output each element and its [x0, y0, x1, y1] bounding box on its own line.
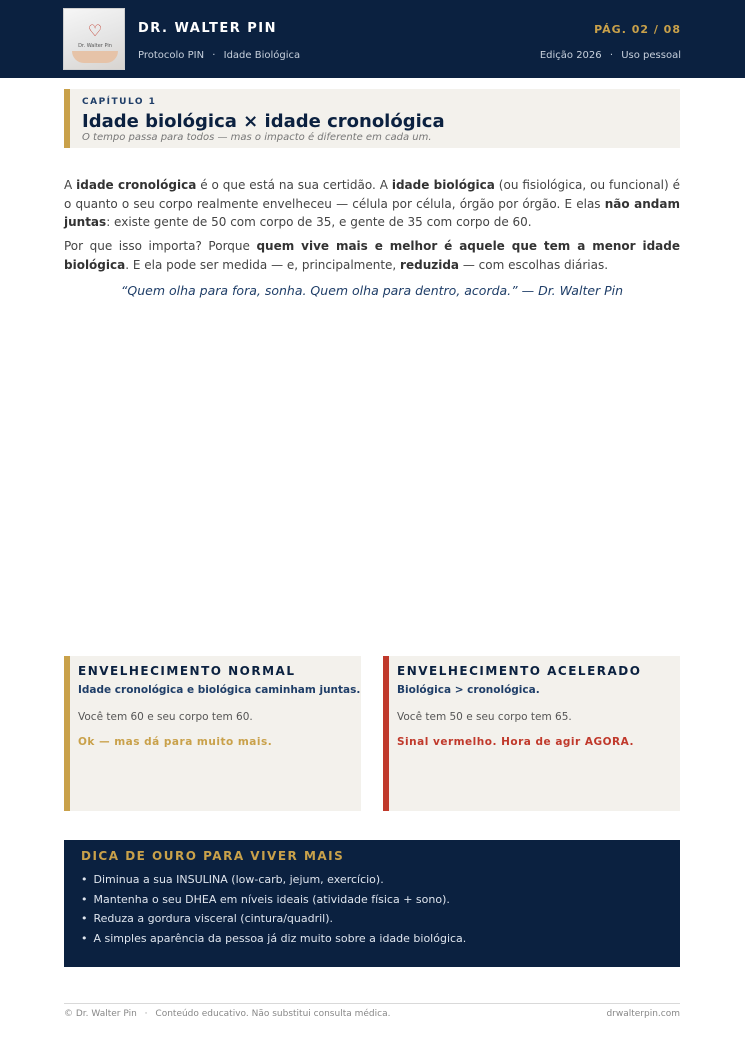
text-run: — com escolhas diárias. — [459, 257, 609, 272]
heart-icon: ♡ — [87, 21, 103, 40]
gold-tips-box — [64, 840, 680, 967]
tip-text: Reduza a gordura visceral (cintura/quadril). — [93, 912, 334, 925]
brand-logo — [63, 8, 125, 70]
card-title: ENVELHECIMENTO ACELERADO — [397, 664, 642, 678]
card-note: Ok — mas dá para muito mais. — [78, 736, 273, 748]
author-quote: “Quem olha para fora, sonha. Quem olha para dentro, acorda.” — Dr. Walter Pin — [120, 283, 624, 298]
text-run: Por que isso importa? Porque — [64, 239, 257, 253]
bullet-icon: • — [81, 912, 88, 925]
footer-divider — [64, 1003, 680, 1004]
why-paragraph — [64, 237, 680, 274]
disclaimer-text: Conteúdo educativo. Não substitui consulta médica. — [155, 1009, 391, 1019]
edition-label: Edição 2026 — [539, 50, 602, 61]
list-item — [81, 909, 466, 929]
text-run: é o que está na sua certidão. A — [196, 178, 392, 192]
card-accelerated-aging — [383, 656, 680, 811]
card-note: Sinal vermelho. Hora de agir AGORA. — [397, 736, 634, 748]
term-biological: idade biológica — [391, 178, 495, 192]
edition-separator: · — [609, 50, 614, 61]
text-run: A — [64, 178, 77, 192]
logo-text: Dr. Walter Pin — [78, 43, 112, 49]
chapter-subtitle: O tempo passa para todos — mas o impacto é diferente em cada um. — [82, 132, 432, 143]
page-header — [0, 0, 745, 78]
term-chronological: idade cronológica — [76, 178, 197, 192]
footer-separator: · — [144, 1009, 148, 1019]
edition-info — [540, 50, 681, 61]
usage-label: Uso pessoal — [621, 50, 681, 61]
intro-paragraph — [64, 176, 680, 232]
chapter-banner — [64, 89, 680, 148]
list-item — [81, 870, 466, 890]
page-number: PÁG. 02 / 08 — [594, 23, 681, 36]
footer-copyright — [64, 1009, 390, 1019]
card-body: Você tem 50 e seu corpo tem 65. — [397, 711, 572, 723]
header-separator: · — [212, 50, 216, 61]
protocol-label: Protocolo PIN — [138, 50, 205, 61]
card-normal-aging — [64, 656, 361, 811]
bullet-icon: • — [81, 892, 88, 906]
card-subtitle: Idade cronológica e biológica caminham juntas. — [78, 684, 361, 696]
brand-name: DR. WALTER PIN — [138, 21, 277, 36]
emphasis-key-idea: quem vive mais e melhor é aquele que tem a menor idade biológica — [64, 239, 681, 272]
bullet-icon: • — [81, 873, 88, 886]
chapter-title: Idade biológica × idade cronológica — [82, 111, 445, 132]
tip-text: A simples aparência da pessoa já diz muito sobre a idade biológica. — [93, 931, 467, 945]
list-item — [81, 929, 466, 949]
tip-text: Diminua a sua INSULINA (low-carb, jejum, exercício). — [93, 873, 384, 886]
footer-website-link[interactable]: drwalterpin.com — [606, 1009, 680, 1019]
hand-icon — [72, 51, 118, 63]
bullet-icon: • — [81, 931, 88, 945]
tip-text: Mantenha o seu DHEA em níveis ideais (atividade física + sono). — [93, 892, 450, 906]
emphasis-not-together: não andam juntas — [64, 196, 680, 229]
topic-label: Idade Biológica — [223, 50, 301, 61]
chapter-label: CAPÍTULO 1 — [82, 97, 157, 107]
list-item — [81, 890, 466, 910]
card-subtitle: Biológica > cronológica. — [397, 684, 540, 696]
text-run: (ou fisiológica, ou funcional) é o quanto o seu corpo realmente envelheceu — célula por célula, órgão por órgão. E elas — [64, 178, 680, 211]
copyright-text: © Dr. Walter Pin — [64, 1009, 137, 1019]
card-title: ENVELHECIMENTO NORMAL — [78, 664, 296, 678]
emphasis-reduced: reduzida — [400, 257, 460, 272]
card-body: Você tem 60 e seu corpo tem 60. — [78, 711, 253, 723]
header-subtitle — [138, 50, 300, 61]
text-run: . E ela pode ser medida — e, principalmente, — [125, 257, 401, 272]
text-run: : existe gente de 50 com corpo de 35, e gente de 35 com corpo de 60. — [106, 215, 532, 229]
tips-list — [81, 870, 466, 948]
tips-title: DICA DE OURO PARA VIVER MAIS — [81, 849, 345, 863]
